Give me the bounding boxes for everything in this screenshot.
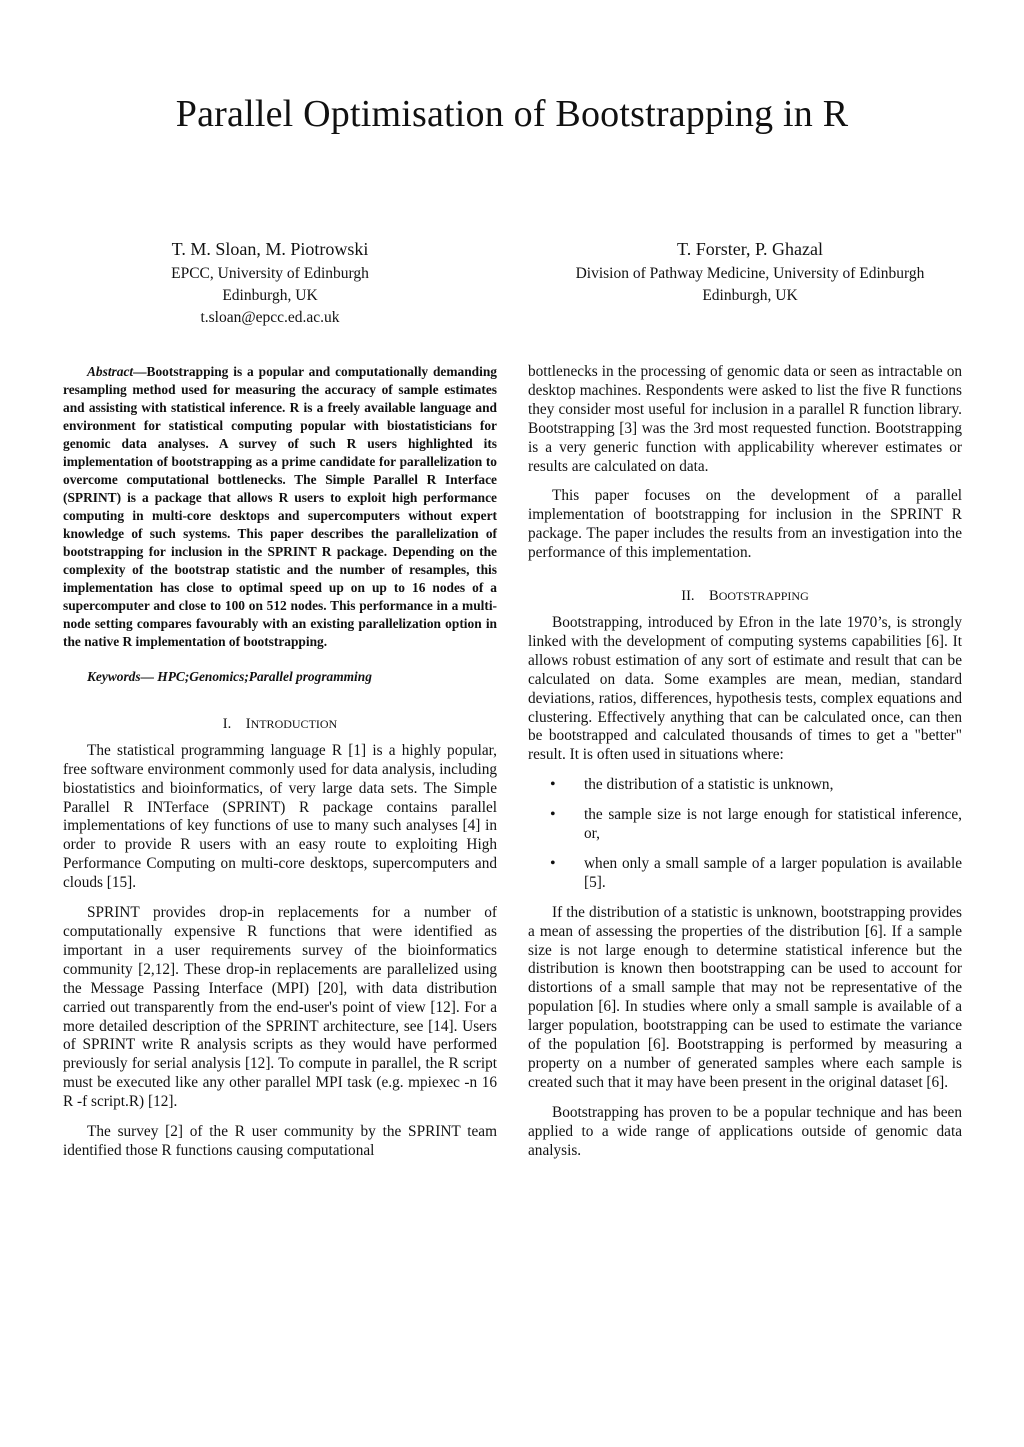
author-affiliation: EPCC, University of Edinburgh — [171, 265, 369, 282]
paragraph: The survey [2] of the R user community by the SPRINT team identified those R functions causing computational — [63, 1123, 497, 1159]
abstract-label: Abstract — [87, 364, 134, 379]
section-number: II. — [681, 588, 695, 605]
section-title-initial: I — [245, 715, 251, 732]
author-location: Edinburgh, UK — [222, 287, 318, 304]
paragraph: Bootstrapping, introduced by Efron in the late 1970’s, is strongly linked with the development of computing systems capabilities [6]. It allows robust estimation of any sort of estimate and result that can be calculated on data. Some examples are mean, median, standard deviations, ratios, differences, hypothesis tests, complex equations and clustering. Effectively anything that can be calculated once, can then be bootstrapped and calculated thousands of times to get a "better" result. It is often used in situations where: — [528, 613, 962, 764]
author-email: t.sloan@epcc.ed.ac.uk — [200, 309, 340, 326]
paragraph: The statistical programming language R [1] is a highly popular, free software environment commonly used for data analysis, including biostatistics and bioinformatics, of very large data sets. The Simple Parallel R INTerface (SPRINT) R package contains parallel implementations of key functions of use to many such analyses [4] in order to provide R users with an easy route to exploiting High Performance Computing on multi-core desktops, supercomputers and clouds [15]. — [63, 741, 497, 892]
section-heading-bootstrapping — [528, 587, 962, 606]
paragraph: Bootstrapping has proven to be a popular technique and has been applied to a wide range of applications outside of genomic data analysis. — [528, 1103, 962, 1159]
abstract-text: —Bootstrapping is a popular and computationally demanding resampling method used for measuring the accuracy of sample estimates and assisting with statistical inference. R is a freely available language and environment for statistical computing popular with biostatisticians for genomic data analyses. A survey of such R users highlighted its implementation of bootstrapping as a prime candidate for parallelization to overcome computational bottlenecks. The Simple Parallel R Interface (SPRINT) is a package that allows R users to exploit high performance computing in multi-core desktops and supercomputers without expert knowledge of such systems. This paper describes the parallelization of bootstrapping for inclusion in the SPRINT R package. Depending on the complexity of the bootstrap statistic and the number of resamples, this implementation has close to optimal speed up on up to 16 nodes of a supercomputer and close to 100 on 512 nodes. This performance in a multi-node setting compares favourably with an existing parallelization option in the native R implementation of bootstrapping. — [63, 364, 497, 649]
left-column — [63, 363, 497, 1172]
author-names: T. Forster, P. Ghazal — [677, 239, 823, 259]
author-location: Edinburgh, UK — [702, 287, 798, 304]
paragraph: This paper focuses on the development of a parallel implementation of bootstrapping for inclusion in the SPRINT R package. The paper includes the results from an investigation into the performance of this implementation. — [528, 487, 962, 562]
section-heading-introduction — [63, 715, 497, 734]
section-title-initial: B — [709, 588, 719, 605]
section-title-rest: OOTSTRAPPING — [718, 589, 809, 604]
paper-title: Parallel Optimisation of Bootstrapping in R — [175, 93, 849, 135]
author-block-1 — [140, 238, 400, 329]
list-item: • the sample size is not large enough for statistical inference, or, — [528, 806, 962, 844]
section-title-rest: NTRODUCTION — [250, 716, 338, 731]
abstract — [63, 363, 497, 651]
keywords: Keywords— HPC;Genomics;Parallel programming — [87, 669, 372, 684]
author-affiliation: Division of Pathway Medicine, University of Edinburgh — [575, 265, 925, 282]
author-names: T. M. Sloan, M. Piotrowski — [171, 239, 369, 259]
list-item: • when only a small sample of a larger population is available [5]. — [528, 855, 962, 893]
section-number: I. — [222, 715, 232, 732]
paragraph: If the distribution of a statistic is unknown, bootstrapping provides a mean of assessing the properties of the distribution [6]. If a sample size is not large enough to determine statistical inference but the distribution is known then bootstrapping can be used to account for distortions of a small sample that may not be representative of the population [6]. In studies where only a small sample is available of a larger population, bootstrapping can be used to estimate the variance of the population [6]. Bootstrapping is performed by measuring a property on a number of generated samples where each sample is created such that it may have been present in the original dataset [6]. — [528, 903, 962, 1091]
right-column — [528, 363, 962, 1172]
bullet-list — [528, 776, 962, 893]
paragraph: bottlenecks in the processing of genomic data or seen as intractable on desktop machines. Respondents were asked to list the five R functions they consider most useful for inclusion in a parallel R function library. Bootstrapping [3] was the 3rd most requested function. Bootstrapping is a very generic function with applicability wherever estimates or results are calculated on data. — [528, 363, 962, 475]
list-item: • the distribution of a statistic is unknown, — [528, 776, 962, 795]
paragraph: SPRINT provides drop-in replacements for a number of computationally expensive R functions that were identified as important in a user requirements survey of the bioinformatics community [2,12]. These drop-in replacements are parallelized using the Message Passing Interface (MPI) [20], with data distribution carried out transparently from the end-user's point of view [12]. For a more detailed description of the SPRINT architecture, see [14]. Users of SPRINT write R analysis scripts as they would have performed previously for serial analysis [12]. To compute in parallel, the R script must be executed like any other parallel MPI task (e.g. mpiexec -n 16 R -f script.R) [12]. — [63, 904, 497, 1111]
author-block-2 — [530, 238, 970, 307]
